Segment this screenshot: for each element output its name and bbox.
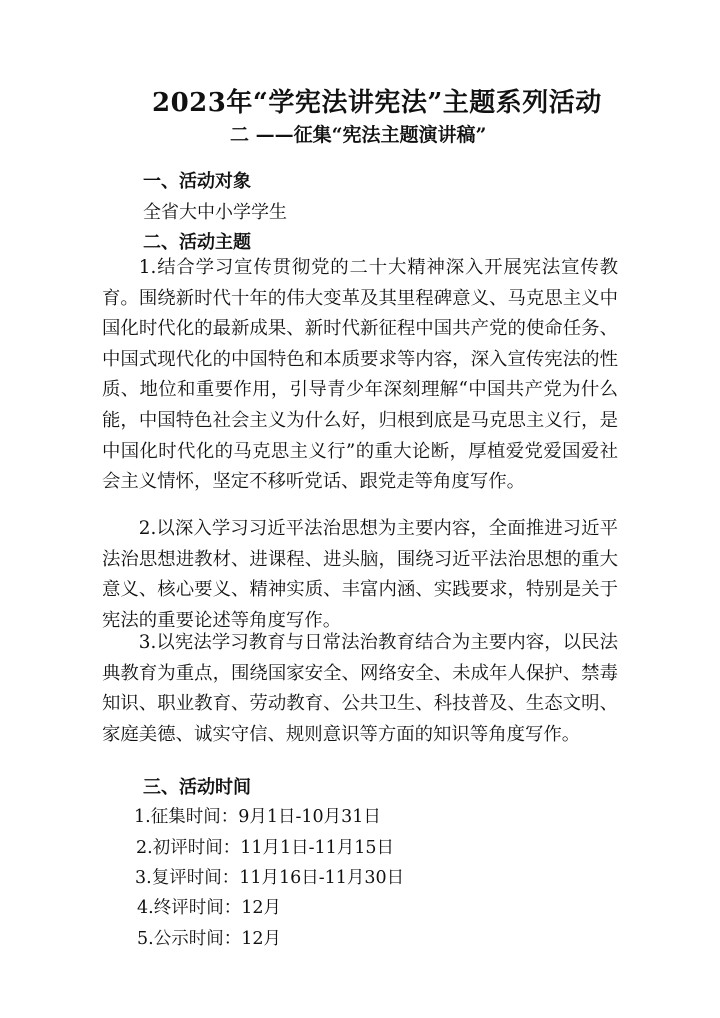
section-heading-theme: 二、活动主题 bbox=[143, 232, 251, 253]
schedule-item: 4.终评时间：12月 bbox=[137, 898, 281, 918]
section-heading-target: 一、活动对象 bbox=[143, 171, 251, 192]
document-subtitle: 二 ——征集“宪法主题演讲稿” bbox=[230, 124, 487, 146]
section-heading-schedule: 三、活动时间 bbox=[143, 777, 251, 798]
schedule-item: 1.征集时间：9月1日-10月31日 bbox=[134, 807, 381, 827]
theme-paragraph-2: 2.以深入学习习近平法治思想为主要内容，全面推进习近平法治思想进教材、进课程、进头脑，围绕习近平法治思想的重大意义、核心要义、精神实质、丰富内涵、实践要求，特别是关于宪法的重要论述等角度写作。 bbox=[102, 518, 618, 631]
target-participants-text: 全省大中小学学生 bbox=[143, 202, 287, 223]
schedule-item: 2.初评时间：11月1日-11月15日 bbox=[136, 838, 395, 858]
theme-paragraph-1: 1.结合学习宣传贯彻党的二十大精神深入开展宪法宣传教育。围绕新时代十年的伟大变革及其里程碑意义、马克思主义中国化时代化的最新成果、新时代新征程中国共产党的使命任务、中国式现代化的中国特色和本质要求等内容，深入宣传宪法的性质、地位和重要作用，引导青少年深刻理解“中国共产党为什么能，中国特色社会主义为什么好，归根到底是马克思主义行，是中国化时代化的马克思主义行”的重大论断，厚植爱党爱国爱社会主义情怀，坚定不移听党话、跟党走等角度写作。 bbox=[102, 257, 618, 493]
schedule-item: 5.公示时间：12月 bbox=[137, 929, 281, 949]
schedule-item: 3.复评时间：11月16日-11月30日 bbox=[135, 868, 405, 888]
document-title: 2023年“学宪法讲宪法”主题系列活动 bbox=[152, 88, 602, 118]
theme-paragraph-3: 3.以宪法学习教育与日常法治教育结合为主要内容，以民法典教育为重点，围绕国家安全、网络安全、未成年人保护、禁毒知识、职业教育、劳动教育、公共卫生、科技普及、生态文明、家庭美德、诚实守信、规则意识等方面的知识等角度写作。 bbox=[102, 632, 618, 745]
